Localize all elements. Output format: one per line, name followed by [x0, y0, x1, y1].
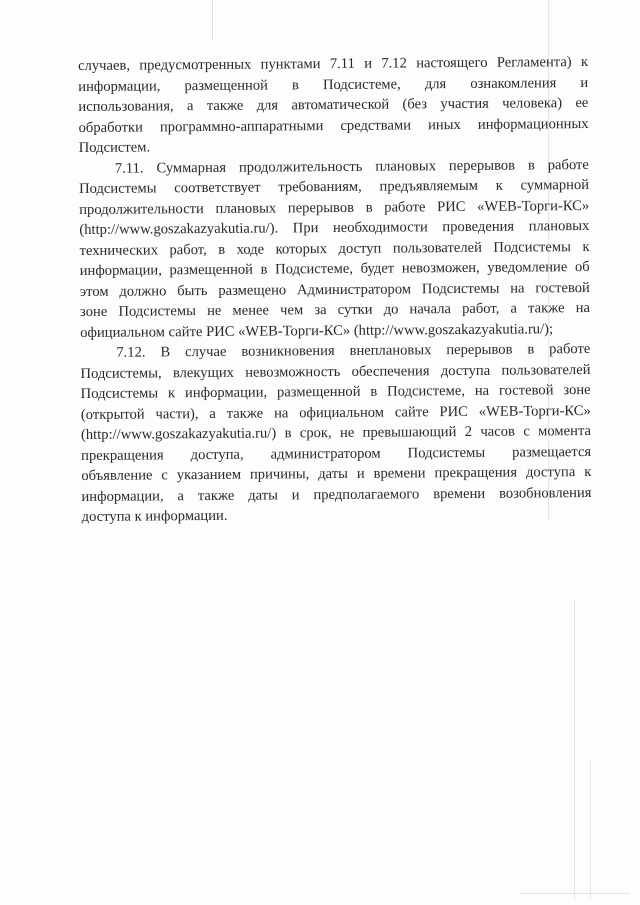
text-line: информации, размещенной в Подсистеме, для ознакомления и	[78, 74, 589, 95]
text-line: официальном сайте РИС «WEB-Торги-КС» (http://www.goszakazyakutia.ru/);	[80, 320, 554, 341]
text-line: Подсистемы, влекущих невозможность обеспечения доступа пользователей	[80, 361, 591, 382]
text-line: технических работ, в ходе которых доступ пользователей Подсистемы к	[79, 238, 590, 259]
document-body	[78, 52, 592, 527]
scan-streak-right	[574, 600, 575, 900]
text-line: использования, а также для автоматической (без участия человека) ее	[78, 94, 589, 115]
text-line: информации, а также даты и предполагаемого времени возобновления	[81, 484, 592, 505]
text-line: продолжительности плановых перерывов в работе РИС «WEB-Торги-КС»	[79, 197, 590, 218]
text-line: (открытой части), а также на официальном сайте РИС «WEB-Торги-КС»	[80, 402, 591, 423]
text-line: Подсистем.	[78, 139, 151, 156]
scan-corner-mark	[520, 893, 630, 894]
paragraph-7-12	[80, 339, 591, 527]
text-line: случаев, предусмотренных пунктами 7.11 и 7.12 настоящего Регламента) к	[78, 53, 589, 74]
text-line: Подсистемы к информации, размещенной в Подсистеме, на гостевой зоне	[80, 381, 591, 402]
text-line: 7.12. В случае возникновения внеплановых перерывов в работе	[116, 340, 591, 361]
text-line: объявление с указанием причины, даты и времени прекращения доступа к	[81, 463, 592, 484]
text-line: Подсистемы соответствует требованиям, предъявляемым к суммарной	[78, 176, 590, 197]
paragraph-7-11	[79, 154, 590, 342]
text-line: обработки программно-аппаратными средствами иных информационных	[78, 115, 589, 136]
text-line: (http://www.goszakazyakutia.ru/). При необходимости проведения плановых	[79, 217, 590, 238]
text-line: этом должно быть размещено Администратором Подсистемы на гостевой	[79, 279, 590, 300]
paragraph-continuation	[78, 52, 589, 159]
text-line: 7.11. Суммарная продолжительность плановых перерывов в работе	[114, 156, 589, 177]
text-line: доступа к информации.	[81, 507, 228, 525]
text-line: прекращения доступа, администратором Подсистемы размещается	[81, 443, 592, 464]
scan-streak-bottom-right	[590, 760, 591, 900]
text-line: (http://www.goszakazyakutia.ru/) в срок, не превышающий 2 часов с момента	[80, 422, 592, 443]
text-line: зоне Подсистемы не менее чем за сутки до начала работ, а также на	[79, 299, 591, 320]
scan-streak-top	[212, 0, 213, 40]
text-line: информации, размещенной в Подсистеме, будет невозможен, уведомление об	[79, 258, 590, 279]
